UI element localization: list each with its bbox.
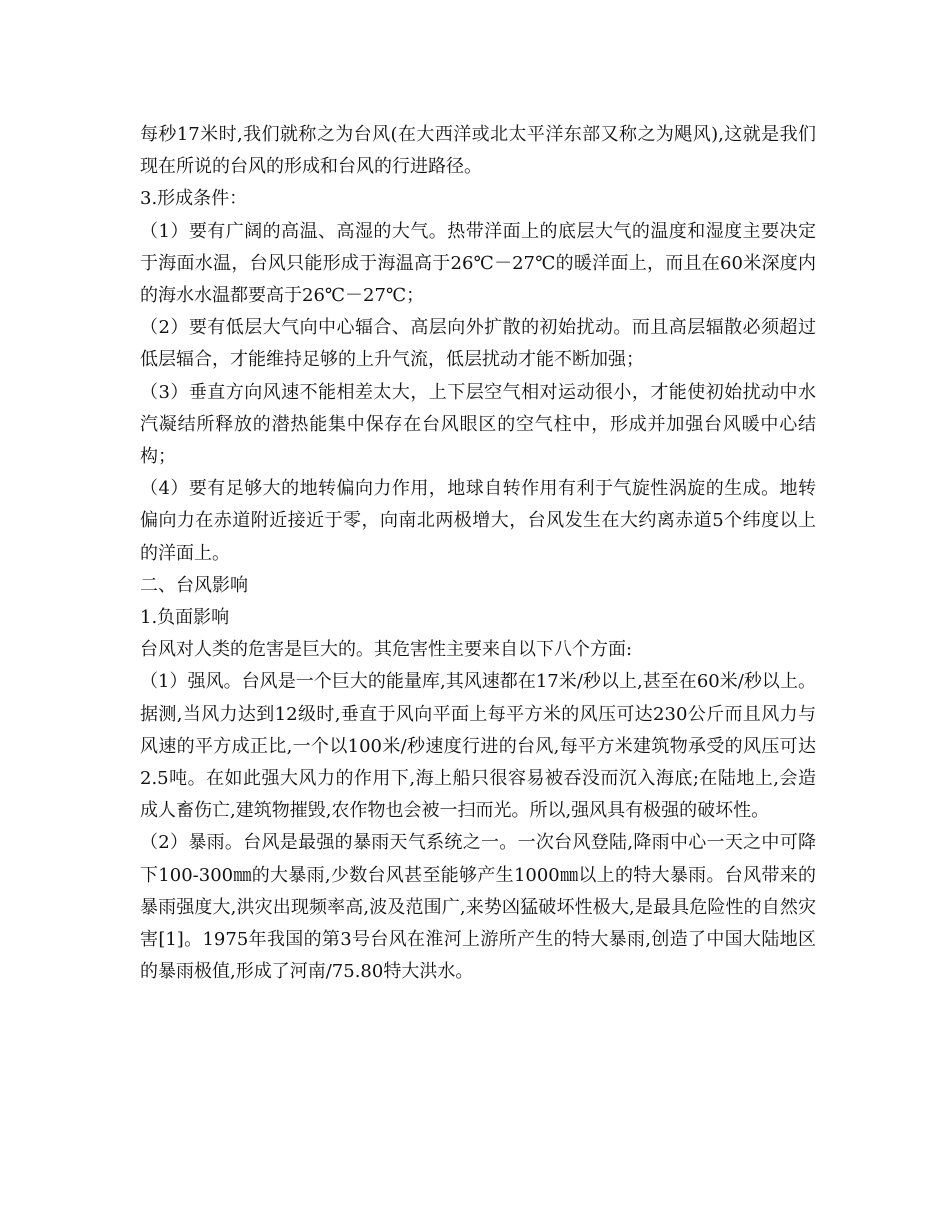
paragraph-hazard-intro: 台风对人类的危害是巨大的。其危害性主要来自以下八个方面:	[140, 639, 633, 661]
paragraph-typhoon-definition: 每秒17米时,我们就称之为台风(在大西洋或北太平洋东部又称之为飓风),这就是我们现在所说的台风的形成和台风的行进路径。	[140, 124, 816, 178]
paragraph-heavy-rain: （2）暴雨。台风是最强的暴雨天气系统之一。一次台风登陆,降雨中心一天之中可降下100-300㎜的大暴雨,少数台风甚至能够产生1000㎜以上的特大暴雨。台风带来的暴雨强度大,洪灾出现频率高,波及范围广,来势凶猛破坏性极大,是最具危险性的自然灾害[1]。1975年我国的第3号台风在淮河上游所产生的特大暴雨,创造了中国大陆地区的暴雨极值,形成了河南/75.80特大洪水。	[140, 832, 816, 983]
paragraph-condition-2: （2）要有低层大气向中心辐合、高层向外扩散的初始扰动。而且高层辐散必须超过低层辐合，才能维持足够的上升气流，低层扰动才能不断加强；	[140, 317, 816, 371]
paragraph-condition-1: （1）要有广阔的高温、高湿的大气。热带洋面上的底层大气的温度和湿度主要决定于海面水温，台风只能形成于海温高于26℃－27℃的暖洋面上，而且在60米深度内的海水水温都要高于26℃－27℃；	[140, 220, 816, 307]
paragraph-condition-3: （3）垂直方向风速不能相差太大，上下层空气相对运动很小，才能使初始扰动中水汽凝结所释放的潜热能集中保存在台风眼区的空气柱中，形成并加强台风暖中心结构；	[140, 381, 816, 468]
document-body	[140, 119, 816, 988]
paragraph-condition-4: （4）要有足够大的地转偏向力作用，地球自转作用有利于气旋性涡旋的生成。地转偏向力在赤道附近接近于零，向南北两极增大，台风发生在大约离赤道5个纬度以上的洋面上。	[140, 478, 816, 564]
heading-negative-impact: 1.负面影响	[140, 607, 230, 629]
heading-formation-conditions: 3.形成条件：	[140, 188, 248, 210]
paragraph-strong-wind: （1）强风。台风是一个巨大的能量库,其风速都在17米/秒以上,甚至在60米/秒以上。据测,当风力达到12级时,垂直于风向平面上每平方米的风压可达230公斤而且风力与风速的平方成正比,一个以100米/秒速度行进的台风,每平方米建筑物承受的风压可达2.5吨。在如此强大风力的作用下,海上船只很容易被吞没而沉入海底;在陆地上,会造成人畜伤亡,建筑物摧毁,农作物也会被一扫而光。所以,强风具有极强的破坏性。	[140, 671, 816, 822]
heading-typhoon-impact: 二、台风影响	[140, 574, 248, 596]
